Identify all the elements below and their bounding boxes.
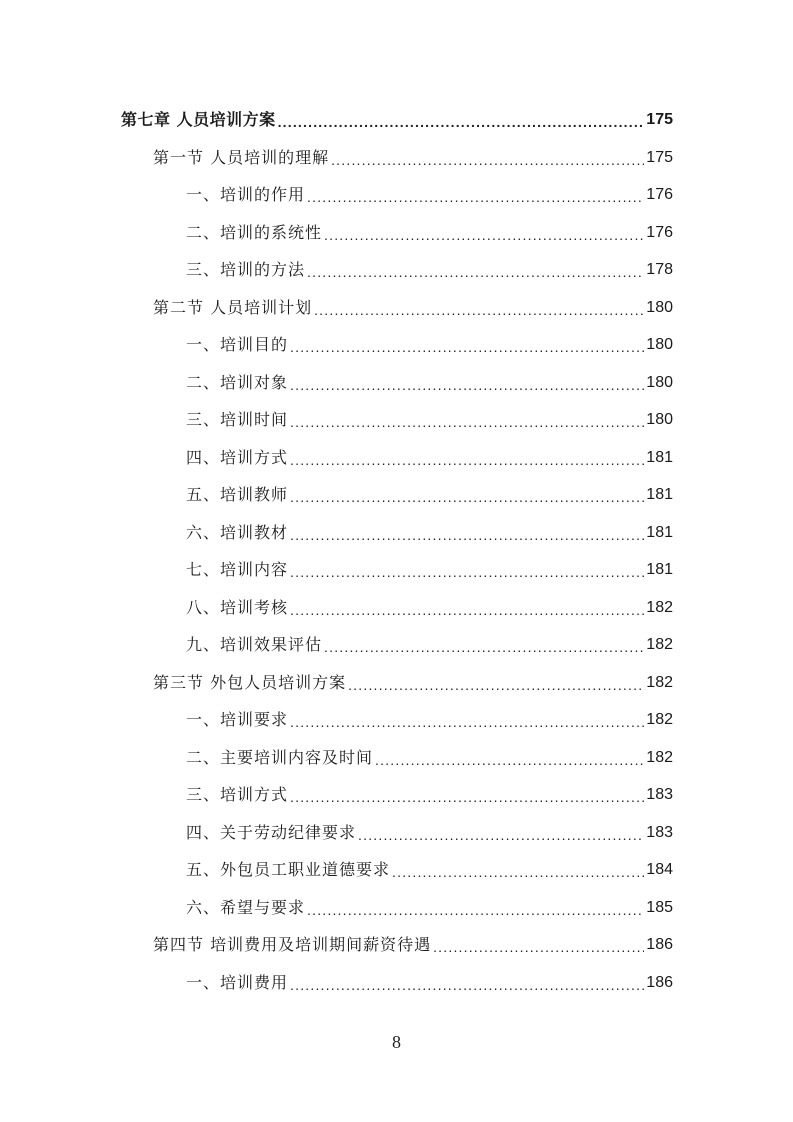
toc-entry-label: 第一节 人员培训的理解 — [153, 147, 330, 167]
toc-entry-page: 181 — [646, 448, 673, 466]
dot-leader — [290, 558, 644, 586]
dot-leader — [290, 483, 644, 511]
toc-entry-label: 一、培训目的 — [186, 335, 289, 354]
toc-entry-page: 180 — [646, 373, 673, 391]
toc-entry-label: 二、培训对象 — [186, 372, 289, 392]
toc-entry-page: 182 — [646, 636, 673, 653]
dot-leader — [290, 783, 644, 811]
toc-entry-item[interactable] — [186, 181, 673, 209]
toc-entry-item[interactable] — [186, 331, 673, 359]
toc-entry-page: 182 — [646, 748, 673, 766]
toc-entry-page: 186 — [646, 973, 673, 991]
toc-entry-page: 186 — [646, 936, 673, 953]
toc-entry-label: 五、外包员工职业道德要求 — [186, 860, 391, 879]
toc-entry-item[interactable] — [186, 369, 673, 397]
toc-entry-label: 一、培训的作用 — [186, 185, 306, 204]
toc-entry-label: 二、主要培训内容及时间 — [186, 747, 374, 767]
dot-leader — [375, 746, 644, 774]
toc-entry-item[interactable] — [186, 856, 673, 884]
dot-leader — [278, 108, 645, 136]
toc-entry-page: 182 — [646, 711, 673, 728]
toc-entry-label: 第三节 外包人员培训方案 — [153, 672, 347, 692]
toc-entry-label: 三、培训的方法 — [186, 260, 306, 279]
toc-entry-label: 三、培训时间 — [186, 410, 289, 429]
toc-entry-page: 178 — [646, 261, 673, 278]
toc-entry-page: 183 — [646, 786, 673, 803]
toc-entry-page: 180 — [646, 336, 673, 353]
dot-leader — [433, 933, 644, 961]
dot-leader — [307, 183, 644, 211]
dot-leader — [290, 371, 644, 399]
toc-entry-item[interactable] — [186, 444, 673, 472]
toc-entry-label: 四、关于劳动纪律要求 — [186, 822, 357, 842]
toc-entry-label: 一、培训费用 — [186, 972, 289, 992]
toc-entry-label: 二、培训的系统性 — [186, 222, 323, 242]
dot-leader — [314, 296, 644, 324]
toc-entry-label: 第七章 人员培训方案 — [121, 110, 276, 129]
toc-entry-item[interactable] — [186, 894, 673, 922]
toc-entry-item[interactable] — [186, 631, 673, 659]
toc-entry-label: 三、培训方式 — [186, 785, 289, 804]
toc-entry-item[interactable] — [186, 556, 673, 584]
toc-entry-label: 一、培训要求 — [186, 710, 289, 729]
toc-entry-item[interactable] — [186, 256, 673, 284]
toc-entry-label: 六、希望与要求 — [186, 897, 306, 917]
dot-leader — [324, 221, 644, 249]
toc-entry-label: 第四节 培训费用及培训期间薪资待遇 — [153, 935, 432, 954]
toc-entry-page: 175 — [646, 111, 673, 128]
dot-leader — [290, 521, 644, 549]
dot-leader — [358, 821, 644, 849]
toc-entry-item[interactable] — [186, 219, 673, 247]
toc-entry-page: 175 — [646, 148, 673, 166]
toc-entry-page: 181 — [646, 523, 673, 541]
toc-entry-page: 182 — [646, 598, 673, 616]
toc-entry-item[interactable] — [186, 481, 673, 509]
toc-entry-item[interactable] — [186, 594, 673, 622]
toc-entry-page: 180 — [646, 298, 673, 316]
toc-entry-label: 八、培训考核 — [186, 597, 289, 617]
toc-entry-item[interactable] — [186, 706, 673, 734]
toc-entry-page: 182 — [646, 673, 673, 691]
dot-leader — [392, 858, 644, 886]
toc-entry-page: 181 — [646, 561, 673, 578]
toc-entry-item[interactable] — [186, 744, 673, 772]
toc-entry-page: 184 — [646, 861, 673, 878]
dot-leader — [331, 146, 644, 174]
page-number: 8 — [392, 1032, 401, 1052]
toc-entry-page: 185 — [646, 898, 673, 916]
toc-entry-item[interactable] — [186, 819, 673, 847]
toc-entry-item[interactable] — [186, 406, 673, 434]
toc-entry-page: 181 — [646, 486, 673, 503]
toc-entry-chapter[interactable] — [121, 106, 673, 134]
dot-leader — [324, 633, 644, 661]
toc-entry-page: 176 — [646, 186, 673, 203]
toc-entry-label: 六、培训教材 — [186, 522, 289, 542]
toc-entry-page: 183 — [646, 823, 673, 841]
toc-entry-section[interactable] — [153, 931, 673, 959]
toc-entry-section[interactable] — [153, 294, 673, 322]
dot-leader — [290, 408, 644, 436]
dot-leader — [290, 446, 644, 474]
dot-leader — [307, 896, 644, 924]
toc-entry-label: 九、培训效果评估 — [186, 635, 323, 654]
toc-entry-item[interactable] — [186, 519, 673, 547]
dot-leader — [307, 258, 644, 286]
toc-entry-item[interactable] — [186, 969, 673, 997]
toc-entry-label: 四、培训方式 — [186, 447, 289, 467]
dot-leader — [348, 671, 644, 699]
dot-leader — [290, 708, 644, 736]
toc-entry-label: 五、培训教师 — [186, 485, 289, 504]
toc-entry-section[interactable] — [153, 144, 673, 172]
toc-entry-item[interactable] — [186, 781, 673, 809]
dot-leader — [290, 333, 644, 361]
dot-leader — [290, 971, 644, 999]
toc-entry-label: 第二节 人员培训计划 — [153, 297, 313, 317]
toc-entry-label: 七、培训内容 — [186, 560, 289, 579]
dot-leader — [290, 596, 644, 624]
toc-entry-page: 176 — [646, 223, 673, 241]
toc-entry-section[interactable] — [153, 669, 673, 697]
toc-entry-page: 180 — [646, 411, 673, 428]
